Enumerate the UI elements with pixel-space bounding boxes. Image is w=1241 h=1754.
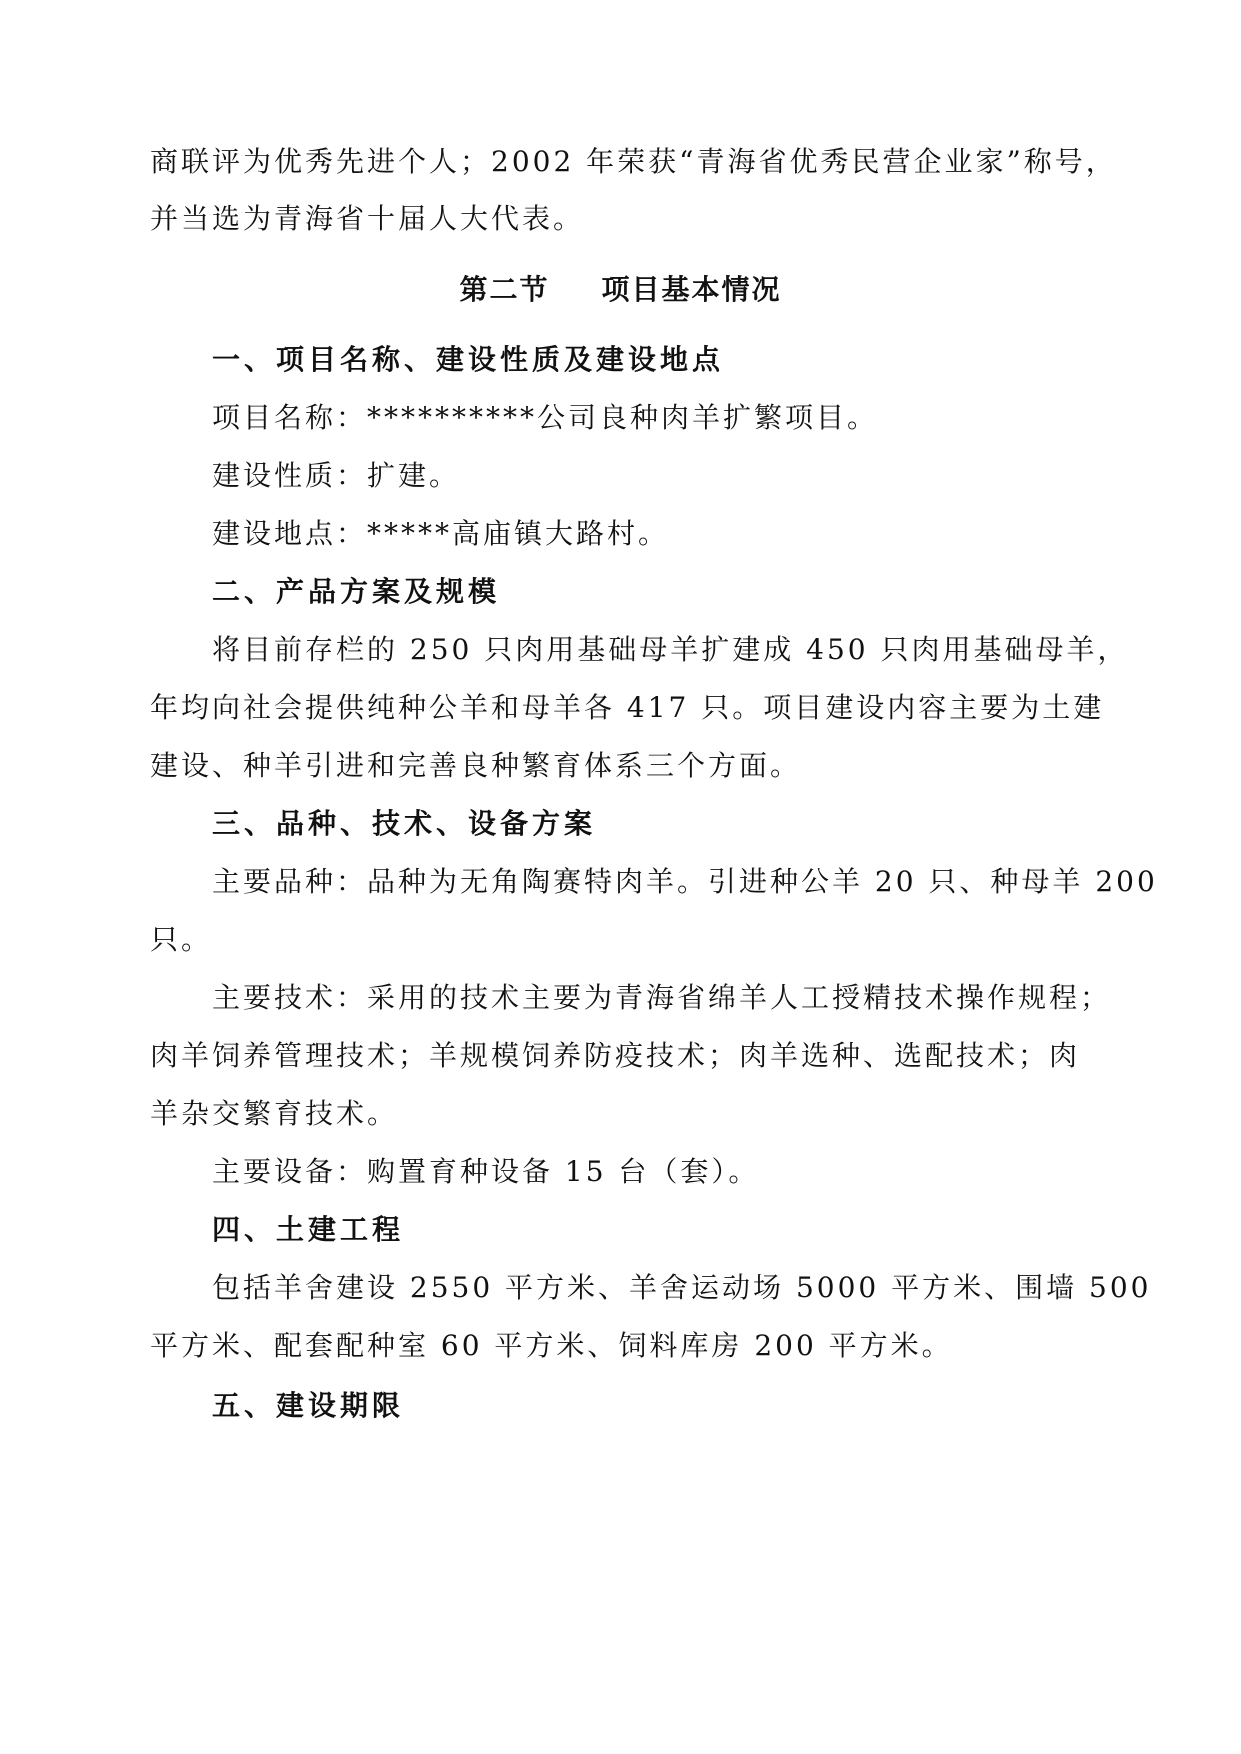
- construction-line-2: 平方米、配套配种室 60 平方米、饲料库房 200 平方米。: [150, 1329, 953, 1362]
- heading-4: 四、土建工程: [212, 1213, 405, 1246]
- scale-line-1: 将目前存栏的 250 只肉用基础母羊扩建成 450 只肉用基础母羊，: [212, 633, 1129, 666]
- breed-line-1: 主要品种：品种为无角陶赛特肉羊。引进种公羊 20 只、种母羊 200: [212, 865, 1158, 898]
- tech-line-2: 肉羊饲养管理技术；羊规模饲养防疫技术；肉羊选种、选配技术；肉: [150, 1039, 1081, 1072]
- tech-line-1: 主要技术：采用的技术主要为青海省绵羊人工授精技术操作规程；: [212, 981, 1112, 1014]
- section-title: [0, 270, 1241, 310]
- heading-2: 二、产品方案及规模: [212, 575, 501, 608]
- tech-line-3: 羊杂交繁育技术。: [150, 1097, 399, 1130]
- scale-line-2: 年均向社会提供纯种公羊和母羊各 417 只。项目建设内容主要为土建: [150, 691, 1105, 724]
- build-location: 建设地点：*****高庙镇大路村。: [212, 517, 670, 550]
- section-name: 项目基本情况: [601, 273, 782, 306]
- construction-line-1: 包括羊舍建设 2550 平方米、羊舍运动场 5000 平方米、围墙 500: [212, 1271, 1152, 1304]
- intro-line-1: 商联评为优秀先进个人；2002 年荣获“青海省优秀民营企业家”称号，: [150, 145, 1117, 178]
- heading-3: 三、品种、技术、设备方案: [212, 807, 597, 840]
- section-number: 第二节: [459, 273, 550, 306]
- heading-1: 一、项目名称、建设性质及建设地点: [212, 343, 725, 376]
- heading-5: 五、建设期限: [212, 1389, 405, 1422]
- breed-line-2: 只。: [150, 923, 213, 956]
- equipment-line: 主要设备：购置育种设备 15 台（套）。: [212, 1155, 760, 1188]
- scale-line-3: 建设、种羊引进和完善良种繁育体系三个方面。: [150, 749, 802, 782]
- project-name: 项目名称：**********公司良种肉羊扩繁项目。: [212, 401, 879, 434]
- build-nature: 建设性质：扩建。: [212, 459, 461, 492]
- intro-line-2: 并当选为青海省十届人大代表。: [150, 202, 585, 235]
